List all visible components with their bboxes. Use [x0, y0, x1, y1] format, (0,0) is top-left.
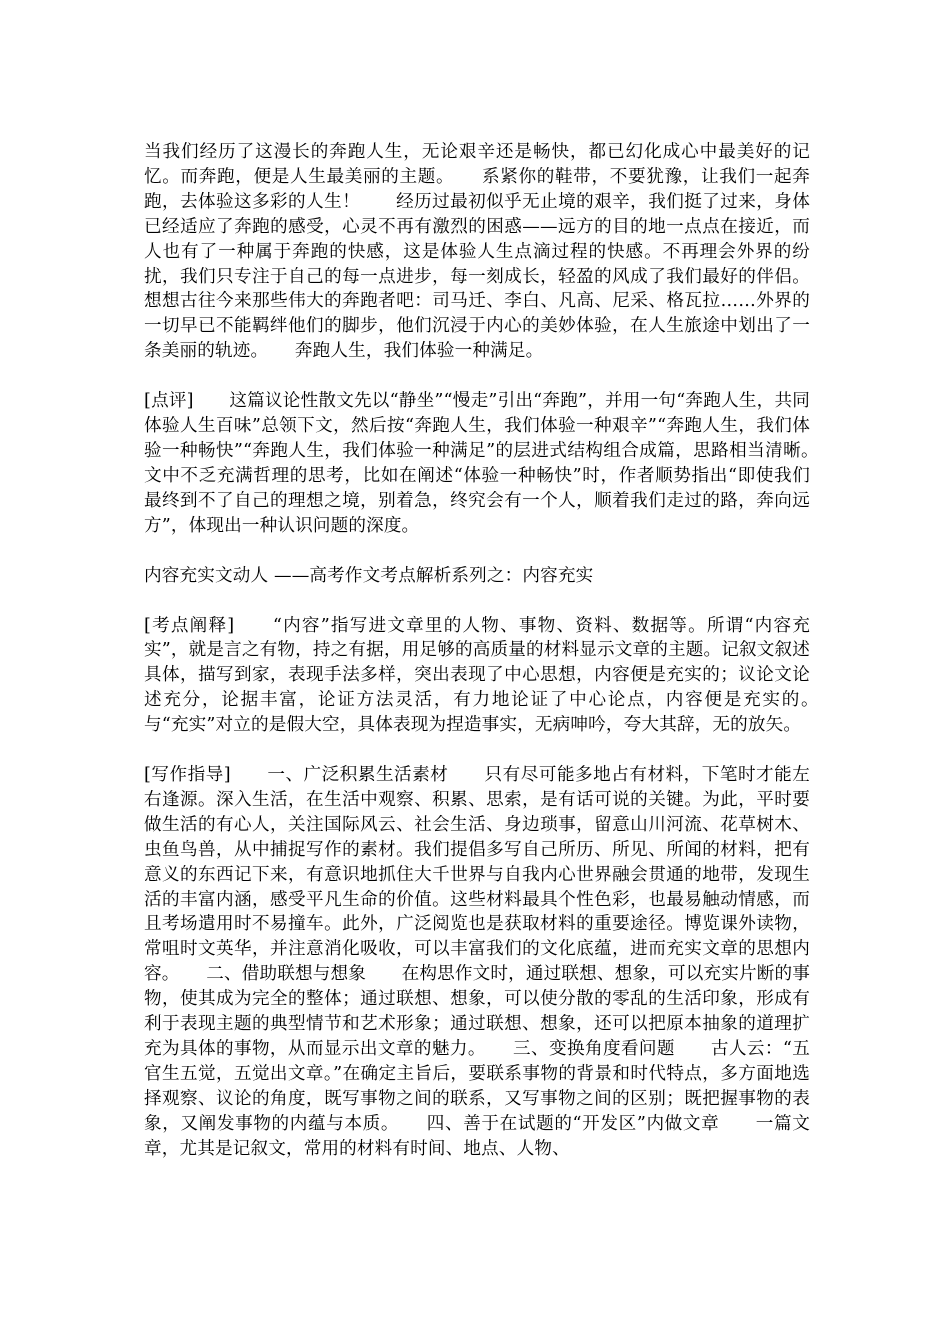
paragraph-spacer: [144, 364, 810, 389]
document-page: [144, 140, 846, 1162]
paragraph-spacer: [144, 539, 810, 564]
essay-paragraph: 当我们经历了这漫长的奔跑人生，无论艰辛还是畅快，都已幻化成心中最美好的记忆。而奔跑，便是人生最美丽的主题。 系紧你的鞋带，不要犹豫，让我们一起奔跑，去体验这多彩的人生！ 经历过最初似乎无止境的艰辛，我们挺了过来，身体已经适应了奔跑的感受，心灵不再有激烈的困惑——远方的目的地一点点在接近，而人也有了一种属于奔跑的快感，这是体验人生点滴过程的快感。不再理会外界的纷扰，我们只专注于自己的每一点进步，每一刻成长，轻盈的风成了我们最好的伴侣。想想古往今来那些伟大的奔跑者吧：司马迁、李白、凡高、尼采、格瓦拉……外界的一切早已不能羁绊他们的脚步，他们沉浸于内心的美妙体验，在人生旅途中划出了一条美丽的轨迹。 奔跑人生，我们体验一种满足。: [144, 142, 810, 362]
writing-guide-paragraph: [写作指导] 一、广泛积累生活素材 只有尽可能多地占有材料，下笔时才能左右逢源。深入生活，在生活中观察、积累、思索，是有话可说的关键。为此，平时要做生活的有心人，关注国际风云、社会生活、身边琐事，留意山川河流、花草树木、虫鱼鸟兽，从中捕捉写作的素材。我们提倡多写自己所历、所见、所闻的材料，把有意义的东西记下来，有意识地抓住大千世界与自我内心世界融会贯通的地带，发现生活的丰富内涵，感受平凡生命的价值。这些材料最具个性色彩，也最易触动情感，而且考场遣用时不易撞车。此外，广泛阅览也是获取材料的重要途径。博览课外读物，常咀时文英华，并注意消化吸收，可以丰富我们的文化底蕴，进而充实文章的思想内容。 二、借助联想与想象 在构思作文时，通过联想、想象，可以充实片断的事物，使其成为完全的整体；通过联想、想象，可以使分散的零乱的生活印象，形成有利于表现主题的典型情节和艺术形象；通过联想、想象，还可以把原本抽象的道理扩充为具体的事物，从而显示出文章的魅力。 三、变换角度看问题 古人云：“五官生五觉，五觉出文章。”在确定主旨后，要联系事物的背景和时代特点，多方面地选择观察、议论的角度，既写事物之间的联系，又写事物之间的区别；既把握事物的表象，又阐发事物的内蕴与本质。 四、善于在试题的“开发区”内做文章 一篇文章，尤其是记叙文，常用的材料有时间、地点、人物、: [144, 765, 810, 1159]
paragraph-spacer: [144, 738, 810, 763]
paragraph-spacer: [144, 589, 810, 614]
section-title: 内容充实文动人 ——高考作文考点解析系列之：内容充实: [144, 565, 594, 586]
key-point-paragraph: [考点阐释] “内容”指写进文章里的人物、事物、资料、数据等。所谓“内容充实”，就是言之有物，持之有据，用足够的高质量的材料显示文章的主题。记叙文叙述具体，描写到家，表现手法多样，突出表现了中心思想，内容便是充实的；议论文论述充分，论据丰富，论证方法灵活，有力地论证了中心论点，内容便是充实的。 与“充实”对立的是假大空，具体表现为捏造事实，无病呻吟，夸大其辞，无的放矢。: [144, 615, 846, 736]
commentary-paragraph: [点评] 这篇议论性散文先以“静坐”“慢走”引出“奔跑”，并用一句“奔跑人生，共同体验人生百味”总领下文，然后按“奔跑人生，我们体验一种艰辛”“奔跑人生，我们体验一种畅快”“奔跑人生，我们体验一种满足”的层进式结构组合成篇，思路相当清晰。 文中不乏充满哲理的思考，比如在阐述“体验一种畅快”时，作者顺势指出“即使我们最终到不了自己的理想之境，别着急，终究会有一个人，顺着我们走过的路，奔向远方”，体现出一种认识问题的深度。: [144, 391, 846, 536]
